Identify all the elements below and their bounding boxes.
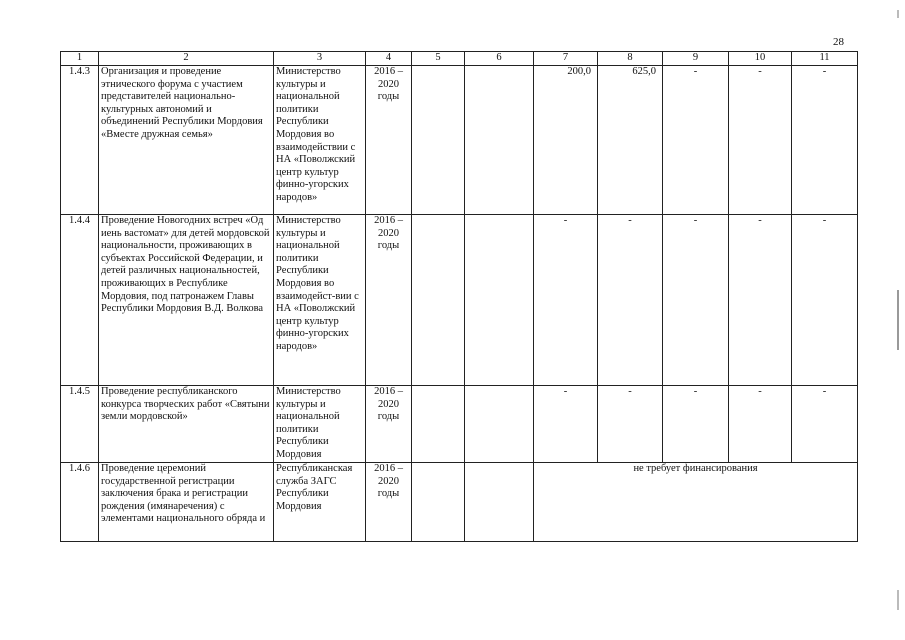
years: 2016 – 2020 годы [366, 386, 412, 463]
table-row [61, 215, 858, 386]
cell-col7: - [534, 215, 598, 386]
cell-col10: - [729, 215, 792, 386]
table-row [61, 66, 858, 215]
cell-col10: - [729, 66, 792, 215]
executor: Министерство культуры и национальной политики Республики Мордовия во взаимодейст-вии с НА «Поволжский центр культур финно-угорских народов» [274, 215, 366, 386]
cell-col6 [465, 386, 534, 463]
activity-title: Организация и проведение этнического форума с участием представителей национально-культурных автономий и объединений Республики Мордовия «Вместе дружная семья» [99, 66, 274, 215]
cell-col5 [412, 66, 465, 215]
years: 2016 – 2020 годы [366, 463, 412, 542]
cell-col5 [412, 215, 465, 386]
cell-col6 [465, 215, 534, 386]
cell-col9: - [663, 386, 729, 463]
funding-note: не требует финансирования [534, 463, 858, 542]
cell-col7: - [534, 386, 598, 463]
activity-title: Проведение республиканского конкурса творческих работ «Святыни земли мордовской» [99, 386, 274, 463]
column-header: 1 [61, 52, 99, 66]
executor: Министерство культуры и национальной политики Республики Мордовия [274, 386, 366, 463]
column-header: 10 [729, 52, 792, 66]
scan-margin-mark [897, 10, 899, 18]
cell-col9: - [663, 215, 729, 386]
cell-col6 [465, 463, 534, 542]
row-number: 1.4.5 [61, 386, 99, 463]
cell-col5 [412, 386, 465, 463]
column-header: 4 [366, 52, 412, 66]
table-header-row [61, 52, 858, 66]
years: 2016 – 2020 годы [366, 66, 412, 215]
cell-col8: 625,0 [598, 66, 663, 215]
cell-col6 [465, 66, 534, 215]
program-table [60, 51, 858, 542]
page-number: 28 [833, 36, 844, 48]
cell-col7: 200,0 [534, 66, 598, 215]
cell-col10: - [729, 386, 792, 463]
column-header: 8 [598, 52, 663, 66]
executor: Республиканская служба ЗАГС Республики Мордовия [274, 463, 366, 542]
column-header: 7 [534, 52, 598, 66]
cell-col9: - [663, 66, 729, 215]
cell-col8: - [598, 386, 663, 463]
cell-col11: - [792, 215, 858, 386]
cell-col11: - [792, 66, 858, 215]
cell-col8: - [598, 215, 663, 386]
column-header: 6 [465, 52, 534, 66]
scan-margin-mark [897, 290, 899, 350]
column-header: 3 [274, 52, 366, 66]
column-header: 5 [412, 52, 465, 66]
cell-col5 [412, 463, 465, 542]
row-number: 1.4.6 [61, 463, 99, 542]
activity-title: Проведение церемоний государственной регистрации заключения брака и регистрации рождения (имянаречения) с элементами национального обряда и [99, 463, 274, 542]
cell-col11: - [792, 386, 858, 463]
column-header: 11 [792, 52, 858, 66]
scan-margin-mark [897, 590, 899, 610]
column-header: 9 [663, 52, 729, 66]
row-number: 1.4.4 [61, 215, 99, 386]
column-header: 2 [99, 52, 274, 66]
table-row [61, 463, 858, 542]
row-number: 1.4.3 [61, 66, 99, 215]
activity-title: Проведение Новогодних встреч «Од иень вастомат» для детей мордовской национальности, проживающих в субъектах Российской Федерации, и детей различных национальностей, проживающих в Республике Мордовия, под патронажем Главы Республики Мордовия В.Д. Волкова [99, 215, 274, 386]
executor: Министерство культуры и национальной политики Республики Мордовия во взаимодействии с НА «Поволжский центр культур финно-угорских народов» [274, 66, 366, 215]
table-row [61, 386, 858, 463]
years: 2016 – 2020 годы [366, 215, 412, 386]
